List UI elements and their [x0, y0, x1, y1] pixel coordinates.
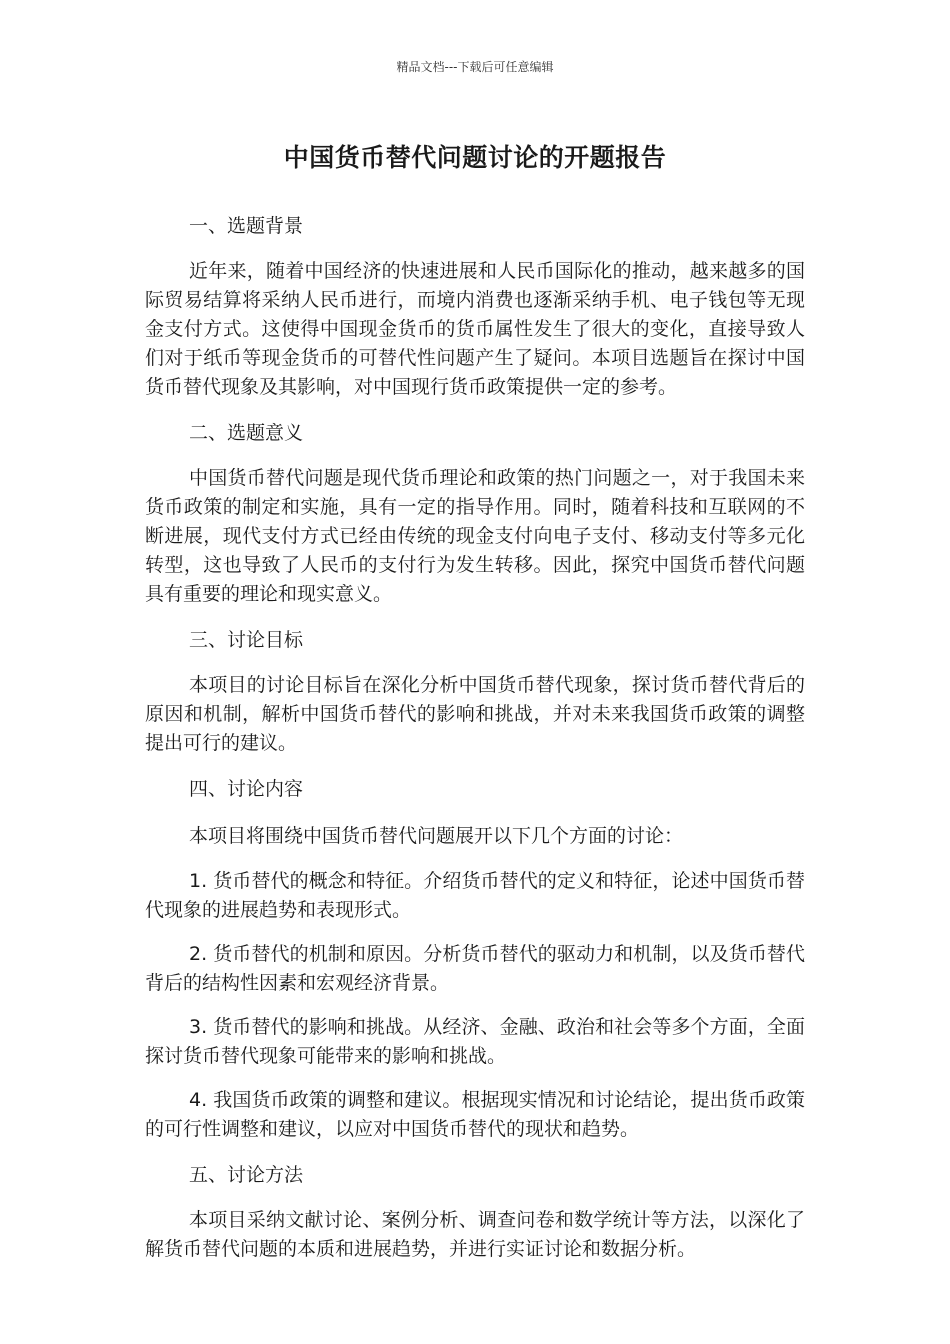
content-item-2: 2. 货币替代的机制和原因。分析货币替代的驱动力和机制，以及货币替代背后的结构性因素和宏观经济背景。: [145, 943, 805, 994]
paragraph-background: 近年来，随着中国经济的快速进展和人民币国际化的推动，越来越多的国际贸易结算将采纳人民币进行，而境内消费也逐渐采纳手机、电子钱包等无现金支付方式。这使得中国现金货币的货币属性发生了很大的变化，直接导致人们对于纸币等现金货币的可替代性问题产生了疑问。本项目选题旨在探讨中国货币替代现象及其影响，对中国现行货币政策提供一定的参考。: [145, 260, 805, 398]
content-item-1: 1. 货币替代的概念和特征。介绍货币替代的定义和特征，论述中国货币替代现象的进展趋势和表现形式。: [145, 870, 805, 921]
paragraph-objectives: 本项目的讨论目标旨在深化分析中国货币替代现象，探讨货币替代背后的原因和机制，解析中国货币替代的影响和挑战，并对未来我国货币政策的调整提出可行的建议。: [145, 674, 805, 754]
header-note: 精品文档---下载后可任意编辑: [396, 60, 554, 74]
document-title: 中国货币替代问题讨论的开题报告: [283, 143, 667, 172]
section-heading-background: 一、选题背景: [189, 215, 304, 237]
section-heading-methods: 五、讨论方法: [189, 1164, 304, 1186]
section-heading-content: 四、讨论内容: [189, 778, 304, 800]
content-item-3: 3. 货币替代的影响和挑战。从经济、金融、政治和社会等多个方面，全面探讨货币替代现象可能带来的影响和挑战。: [145, 1016, 805, 1067]
paragraph-content-intro: 本项目将围绕中国货币替代问题展开以下几个方面的讨论：: [189, 825, 684, 847]
section-heading-significance: 二、选题意义: [189, 422, 304, 444]
paragraph-methods: 本项目采纳文献讨论、案例分析、调查问卷和数学统计等方法，以深化了解货币替代问题的本质和进展趋势，并进行实证讨论和数据分析。: [145, 1209, 805, 1260]
document-body: [145, 210, 805, 1279]
content-item-4: 4. 我国货币政策的调整和建议。根据现实情况和讨论结论，提出货币政策的可行性调整和建议，以应对中国货币替代的现状和趋势。: [145, 1089, 805, 1140]
paragraph-significance: 中国货币替代问题是现代货币理论和政策的热门问题之一，对于我国未来货币政策的制定和实施，具有一定的指导作用。同时，随着科技和互联网的不断进展，现代支付方式已经由传统的现金支付向电子支付、移动支付等多元化转型，这也导致了人民币的支付行为发生转移。因此，探究中国货币替代问题具有重要的理论和现实意义。: [145, 467, 805, 605]
section-heading-objectives: 三、讨论目标: [189, 629, 304, 651]
